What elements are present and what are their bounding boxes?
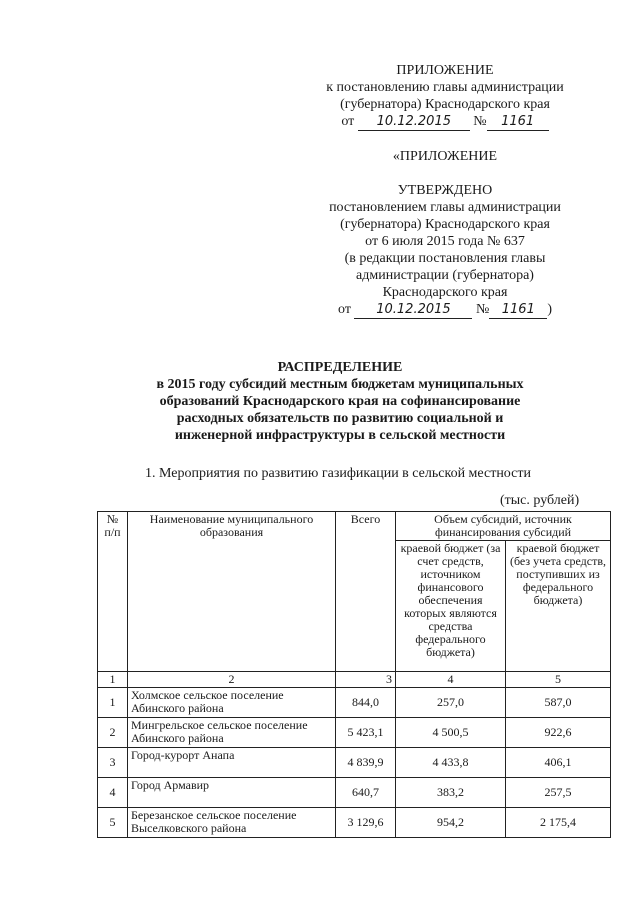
header-total: Всего: [336, 512, 396, 672]
federal-value: 383,2: [396, 778, 506, 808]
regional-value: 2 175,4: [506, 808, 611, 838]
subsidy-table: [97, 511, 611, 838]
number-label: №: [473, 114, 487, 129]
section-heading: 1. Мероприятия по развитию газификации в сельской местности: [145, 466, 531, 481]
from-label: от: [341, 114, 355, 129]
col-number: 1: [98, 672, 128, 688]
federal-value: 954,2: [396, 808, 506, 838]
federal-value: 4 500,5: [396, 718, 506, 748]
row-number: 1: [98, 688, 128, 718]
title-line: расходных обязательств по развитию социальной и: [176, 411, 504, 426]
approved-label: УТВЕРЖДЕНО: [397, 183, 493, 198]
handwritten-number: 1161: [487, 113, 549, 131]
title-line: образований Краснодарского края на софинансирование: [159, 394, 521, 409]
appendix-line: (губернатора) Краснодарского края: [340, 97, 550, 112]
approved-line: от 6 июля 2015 года № 637: [365, 234, 525, 249]
approved-line: постановлением главы администрации: [329, 200, 561, 215]
approved-date-line: [300, 301, 590, 319]
col-number: 5: [506, 672, 611, 688]
title-line: инженерной инфраструктуры в сельской местности: [174, 428, 506, 443]
prior-appendix-title: «ПРИЛОЖЕНИЕ: [392, 149, 498, 164]
municipality-name: Березанское сельское поселение Выселковского района: [128, 808, 336, 838]
regional-value: 406,1: [506, 748, 611, 778]
regional-value: 257,5: [506, 778, 611, 808]
header-approved: [300, 148, 590, 319]
handwritten-date: 10.12.2015: [354, 301, 472, 319]
closing-paren: ): [547, 302, 552, 317]
header-name: Наименование муниципального образования: [128, 512, 336, 672]
handwritten-date: 10.12.2015: [358, 113, 470, 131]
header-appendix: [300, 62, 590, 131]
row-number: 3: [98, 748, 128, 778]
approved-line: (губернатора) Краснодарского края: [340, 217, 550, 232]
total-value: 640,7: [336, 778, 396, 808]
header-federal: краевой бюджет (за счет средств, источником финансового обеспечения которых являются средства федерального бюджета): [396, 541, 506, 672]
table-row: [98, 808, 611, 838]
col-number: 3: [336, 672, 396, 688]
regional-value: 587,0: [506, 688, 611, 718]
approved-line: (в редакции постановления главы: [344, 251, 546, 266]
col-number: 4: [396, 672, 506, 688]
municipality-name: Город Армавир: [128, 778, 336, 808]
municipality-name: Мингрельское сельское поселение Абинского района: [128, 718, 336, 748]
table-row: [98, 748, 611, 778]
regional-value: 922,6: [506, 718, 611, 748]
column-number-row: [98, 672, 611, 688]
federal-value: 4 433,8: [396, 748, 506, 778]
handwritten-number: 1161: [489, 301, 547, 319]
title-line: РАСПРЕДЕЛЕНИЕ: [277, 360, 403, 375]
from-label: от: [338, 302, 351, 317]
header-num: № п/п: [98, 512, 128, 672]
appendix-title: ПРИЛОЖЕНИЕ: [396, 63, 494, 78]
federal-value: 257,0: [396, 688, 506, 718]
total-value: 3 129,6: [336, 808, 396, 838]
header-group: Объем субсидий, источник финансирования субсидий: [396, 512, 611, 541]
table-row: [98, 778, 611, 808]
units-label: (тыс. рублей): [500, 493, 580, 508]
total-value: 4 839,9: [336, 748, 396, 778]
col-number: 2: [128, 672, 336, 688]
header-regional: краевой бюджет (без учета средств, поступивших из федерального бюджета): [506, 541, 611, 672]
appendix-line: к постановлению главы администрации: [326, 80, 564, 95]
approved-line: Краснодарского края: [382, 285, 508, 300]
approved-line: администрации (губернатора): [356, 268, 534, 283]
row-number: 4: [98, 778, 128, 808]
total-value: 5 423,1: [336, 718, 396, 748]
table-header-row: [98, 512, 611, 541]
table-row: [98, 718, 611, 748]
document-title: [120, 359, 560, 444]
total-value: 844,0: [336, 688, 396, 718]
appendix-date-line: [300, 113, 590, 131]
number-label: №: [475, 302, 490, 317]
municipality-name: Город-курорт Анапа: [128, 748, 336, 778]
table-row: [98, 688, 611, 718]
row-number: 2: [98, 718, 128, 748]
title-line: в 2015 году субсидий местным бюджетам муниципальных: [156, 377, 524, 392]
municipality-name: Холмское сельское поселение Абинского района: [128, 688, 336, 718]
row-number: 5: [98, 808, 128, 838]
